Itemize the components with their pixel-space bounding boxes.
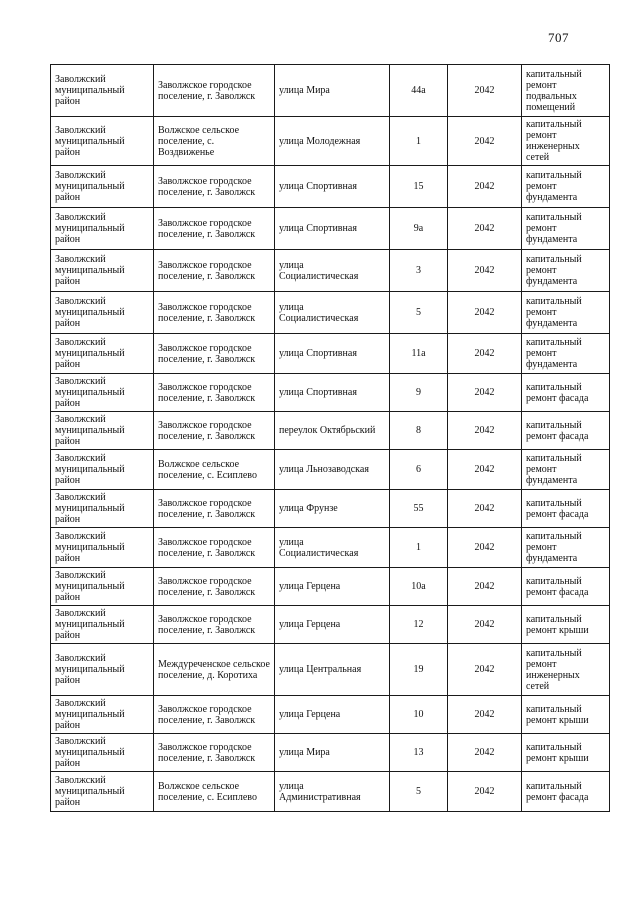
street-cell: улица Льнозаводская <box>275 450 390 490</box>
table-row <box>51 568 610 606</box>
page-number: 707 <box>548 30 569 45</box>
work-type-cell: капитальный ремонт фасада <box>522 490 610 528</box>
work-type-cell: капитальный ремонт фундамента <box>522 528 610 568</box>
district-cell: Заволжский муниципальный район <box>51 644 154 696</box>
house-number-cell: 8 <box>390 412 448 450</box>
year-cell: 2042 <box>448 606 522 644</box>
table-row <box>51 412 610 450</box>
district-cell: Заволжский муниципальный район <box>51 117 154 166</box>
street-cell: улица Спортивная <box>275 374 390 412</box>
settlement-cell: Волжское сельское поселение, с. Есиплево <box>154 772 275 812</box>
year-cell: 2042 <box>448 250 522 292</box>
district-cell: Заволжский муниципальный район <box>51 450 154 490</box>
settlement-cell: Заволжское городское поселение, г. Заволжск <box>154 606 275 644</box>
house-number-cell: 9 <box>390 374 448 412</box>
settlement-cell: Заволжское городское поселение, г. Заволжск <box>154 208 275 250</box>
settlement-cell: Заволжское городское поселение, г. Заволжск <box>154 412 275 450</box>
work-type-cell: капитальный ремонт фасада <box>522 412 610 450</box>
table-row <box>51 208 610 250</box>
house-number-cell: 15 <box>390 166 448 208</box>
repair-schedule-table <box>50 64 610 812</box>
work-type-cell: капитальный ремонт инженерных сетей <box>522 644 610 696</box>
district-cell: Заволжский муниципальный район <box>51 772 154 812</box>
street-cell: улица Мира <box>275 65 390 117</box>
house-number-cell: 19 <box>390 644 448 696</box>
table-row <box>51 117 610 166</box>
year-cell: 2042 <box>448 528 522 568</box>
settlement-cell: Заволжское городское поселение, г. Заволжск <box>154 490 275 528</box>
district-cell: Заволжский муниципальный район <box>51 208 154 250</box>
settlement-cell: Заволжское городское поселение, г. Заволжск <box>154 568 275 606</box>
year-cell: 2042 <box>448 568 522 606</box>
street-cell: улица Герцена <box>275 696 390 734</box>
district-cell: Заволжский муниципальный район <box>51 734 154 772</box>
table-body <box>51 65 610 812</box>
settlement-cell: Междуреченское сельское поселение, д. Коротиха <box>154 644 275 696</box>
district-cell: Заволжский муниципальный район <box>51 334 154 374</box>
settlement-cell: Заволжское городское поселение, г. Заволжск <box>154 166 275 208</box>
district-cell: Заволжский муниципальный район <box>51 412 154 450</box>
year-cell: 2042 <box>448 166 522 208</box>
house-number-cell: 12 <box>390 606 448 644</box>
year-cell: 2042 <box>448 644 522 696</box>
district-cell: Заволжский муниципальный район <box>51 374 154 412</box>
year-cell: 2042 <box>448 292 522 334</box>
settlement-cell: Волжское сельское поселение, с. Есиплево <box>154 450 275 490</box>
district-cell: Заволжский муниципальный район <box>51 166 154 208</box>
house-number-cell: 3 <box>390 250 448 292</box>
house-number-cell: 10 <box>390 696 448 734</box>
settlement-cell: Заволжское городское поселение, г. Заволжск <box>154 374 275 412</box>
table-row <box>51 334 610 374</box>
district-cell: Заволжский муниципальный район <box>51 490 154 528</box>
table-row <box>51 490 610 528</box>
work-type-cell: капитальный ремонт крыши <box>522 606 610 644</box>
table-row <box>51 606 610 644</box>
table-row <box>51 374 610 412</box>
table-row <box>51 250 610 292</box>
work-type-cell: капитальный ремонт фундамента <box>522 292 610 334</box>
table-row <box>51 644 610 696</box>
district-cell: Заволжский муниципальный район <box>51 606 154 644</box>
work-type-cell: капитальный ремонт фасада <box>522 568 610 606</box>
district-cell: Заволжский муниципальный район <box>51 250 154 292</box>
street-cell: улица Мира <box>275 734 390 772</box>
work-type-cell: капитальный ремонт подвальных помещений <box>522 65 610 117</box>
house-number-cell: 5 <box>390 772 448 812</box>
year-cell: 2042 <box>448 696 522 734</box>
work-type-cell: капитальный ремонт фундамента <box>522 166 610 208</box>
house-number-cell: 55 <box>390 490 448 528</box>
work-type-cell: капитальный ремонт фасада <box>522 374 610 412</box>
street-cell: улица Молодежная <box>275 117 390 166</box>
house-number-cell: 1 <box>390 528 448 568</box>
table-row <box>51 292 610 334</box>
settlement-cell: Заволжское городское поселение, г. Заволжск <box>154 65 275 117</box>
work-type-cell: капитальный ремонт фундамента <box>522 208 610 250</box>
year-cell: 2042 <box>448 450 522 490</box>
year-cell: 2042 <box>448 734 522 772</box>
street-cell: улица Центральная <box>275 644 390 696</box>
year-cell: 2042 <box>448 334 522 374</box>
work-type-cell: капитальный ремонт фасада <box>522 772 610 812</box>
house-number-cell: 44а <box>390 65 448 117</box>
work-type-cell: капитальный ремонт крыши <box>522 696 610 734</box>
district-cell: Заволжский муниципальный район <box>51 568 154 606</box>
year-cell: 2042 <box>448 65 522 117</box>
district-cell: Заволжский муниципальный район <box>51 292 154 334</box>
house-number-cell: 1 <box>390 117 448 166</box>
house-number-cell: 10а <box>390 568 448 606</box>
year-cell: 2042 <box>448 117 522 166</box>
table-row <box>51 528 610 568</box>
street-cell: улица Спортивная <box>275 166 390 208</box>
district-cell: Заволжский муниципальный район <box>51 528 154 568</box>
work-type-cell: капитальный ремонт фундамента <box>522 450 610 490</box>
work-type-cell: капитальный ремонт инженерных сетей <box>522 117 610 166</box>
year-cell: 2042 <box>448 412 522 450</box>
year-cell: 2042 <box>448 208 522 250</box>
district-cell: Заволжский муниципальный район <box>51 65 154 117</box>
table-row <box>51 65 610 117</box>
street-cell: переулок Октябрьский <box>275 412 390 450</box>
street-cell: улица Социалистическая <box>275 528 390 568</box>
district-cell: Заволжский муниципальный район <box>51 696 154 734</box>
table-row <box>51 166 610 208</box>
settlement-cell: Заволжское городское поселение, г. Заволжск <box>154 292 275 334</box>
street-cell: улица Социалистическая <box>275 292 390 334</box>
year-cell: 2042 <box>448 490 522 528</box>
settlement-cell: Заволжское городское поселение, г. Заволжск <box>154 528 275 568</box>
house-number-cell: 5 <box>390 292 448 334</box>
street-cell: улица Социалистическая <box>275 250 390 292</box>
table-row <box>51 450 610 490</box>
house-number-cell: 6 <box>390 450 448 490</box>
year-cell: 2042 <box>448 772 522 812</box>
settlement-cell: Заволжское городское поселение, г. Заволжск <box>154 734 275 772</box>
settlement-cell: Заволжское городское поселение, г. Заволжск <box>154 250 275 292</box>
street-cell: улица Герцена <box>275 606 390 644</box>
settlement-cell: Заволжское городское поселение, г. Заволжск <box>154 334 275 374</box>
year-cell: 2042 <box>448 374 522 412</box>
work-type-cell: капитальный ремонт крыши <box>522 734 610 772</box>
street-cell: улица Фрунзе <box>275 490 390 528</box>
house-number-cell: 13 <box>390 734 448 772</box>
house-number-cell: 9а <box>390 208 448 250</box>
settlement-cell: Волжское сельское поселение, с. Воздвиженье <box>154 117 275 166</box>
street-cell: улица Герцена <box>275 568 390 606</box>
house-number-cell: 11а <box>390 334 448 374</box>
table-row <box>51 734 610 772</box>
settlement-cell: Заволжское городское поселение, г. Заволжск <box>154 696 275 734</box>
table-row <box>51 772 610 812</box>
street-cell: улица Спортивная <box>275 334 390 374</box>
work-type-cell: капитальный ремонт фундамента <box>522 334 610 374</box>
street-cell: улица Административная <box>275 772 390 812</box>
work-type-cell: капитальный ремонт фундамента <box>522 250 610 292</box>
street-cell: улица Спортивная <box>275 208 390 250</box>
table-row <box>51 696 610 734</box>
